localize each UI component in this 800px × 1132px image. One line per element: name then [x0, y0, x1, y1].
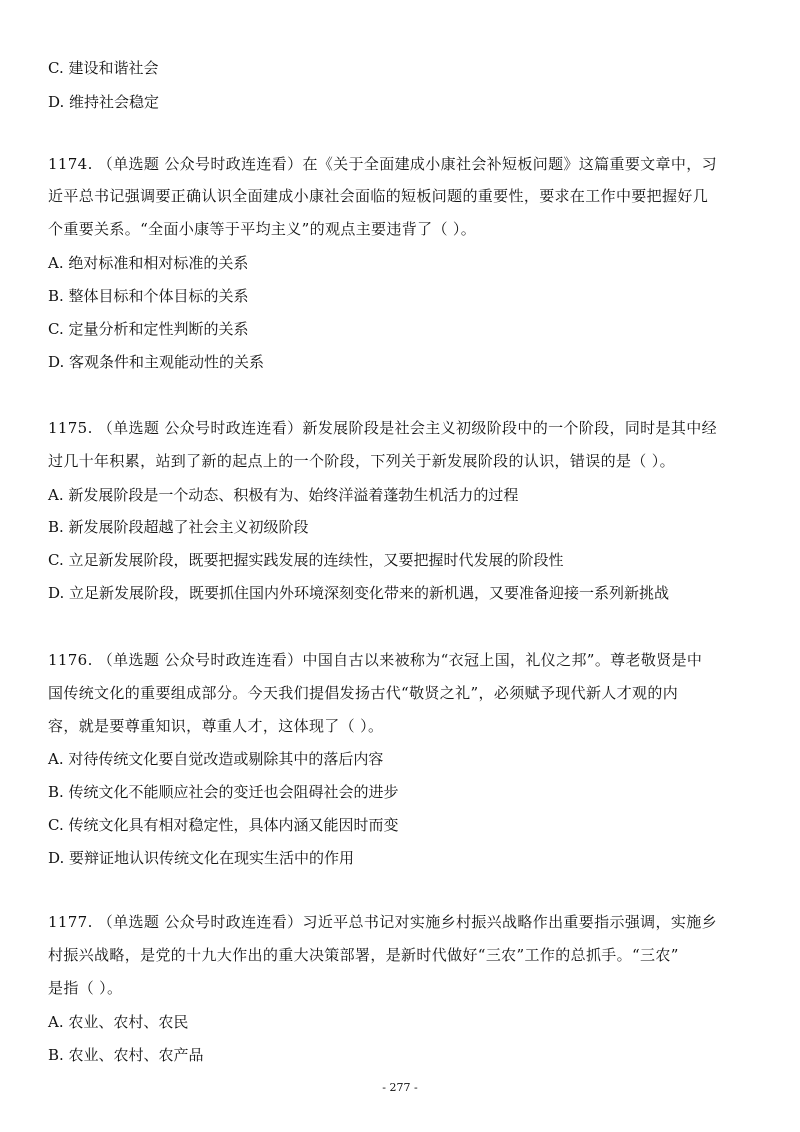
option-c: C. 建设和谐社会	[48, 59, 159, 77]
question-1175-stem-line-1: 1175. （单选题 公众号时政连连看）新发展阶段是社会主义初级阶段中的一个阶段，同时是其中经	[48, 419, 717, 437]
question-1177-option-a: A. 农业、农村、农民	[48, 1013, 189, 1031]
question-1177-stem-line-3: 是指（ ）。	[48, 979, 123, 997]
question-1177-option-b: B. 农业、农村、农产品	[48, 1046, 204, 1064]
page-number: - 277 -	[382, 1081, 418, 1094]
question-1175-option-a: A. 新发展阶段是一个动态、积极有为、始终洋溢着蓬勃生机活力的过程	[48, 486, 519, 504]
question-1176-option-c: C. 传统文化具有相对稳定性，具体内涵又能因时而变	[48, 816, 399, 834]
question-1176-stem-line-2: 国传统文化的重要组成部分。今天我们提倡发扬古代“敬贤之礼”，必须赋予现代新人才观的内	[48, 684, 679, 702]
question-1174-stem-line-3: 个重要关系。“全面小康等于平均主义”的观点主要违背了（ ）。	[48, 220, 477, 238]
question-1174-option-b: B. 整体目标和个体目标的关系	[48, 287, 249, 305]
question-1174-option-c: C. 定量分析和定性判断的关系	[48, 320, 249, 338]
question-1175-option-c: C. 立足新发展阶段，既要把握实践发展的连续性，又要把握时代发展的阶段性	[48, 551, 564, 569]
question-1175-stem-line-2: 过几十年积累，站到了新的起点上的一个阶段，下列关于新发展阶段的认识，错误的是（ ）。	[48, 452, 675, 470]
question-1177-stem-line-2: 村振兴战略，是党的十九大作出的重大决策部署，是新时代做好“三农”工作的总抓手。“三农”	[48, 946, 679, 964]
question-1176-option-a: A. 对待传统文化要自觉改造或剔除其中的落后内容	[48, 750, 384, 768]
question-1174-option-a: A. 绝对标准和相对标准的关系	[48, 254, 249, 272]
question-1177-stem-line-1: 1177. （单选题 公众号时政连连看）习近平总书记对实施乡村振兴战略作出重要指示强调，实施乡	[48, 913, 717, 931]
question-1175-option-d: D. 立足新发展阶段，既要抓住国内外环境深刻变化带来的新机遇，又要准备迎接一系列新挑战	[48, 584, 670, 602]
question-1174-stem-line-2: 近平总书记强调要正确认识全面建成小康社会面临的短板问题的重要性，要求在工作中要把握好几	[48, 187, 709, 205]
question-1175-option-b: B. 新发展阶段超越了社会主义初级阶段	[48, 518, 309, 536]
question-1174-option-d: D. 客观条件和主观能动性的关系	[48, 353, 265, 371]
option-d: D. 维持社会稳定	[48, 93, 160, 111]
question-1174-stem-line-1: 1174. （单选题 公众号时政连连看）在《关于全面建成小康社会补短板问题》这篇重要文章中，习	[48, 155, 717, 173]
question-1176-option-b: B. 传统文化不能顺应社会的变迁也会阻碍社会的进步	[48, 783, 399, 801]
question-1176-stem-line-1: 1176. （单选题 公众号时政连连看）中国自古以来被称为“衣冠上国，礼仪之邦”。尊老敬贤是中	[48, 651, 703, 669]
question-1176-option-d: D. 要辩证地认识传统文化在现实生活中的作用	[48, 849, 355, 867]
question-1176-stem-line-3: 容，就是要尊重知识，尊重人才，这体现了（ ）。	[48, 717, 384, 735]
